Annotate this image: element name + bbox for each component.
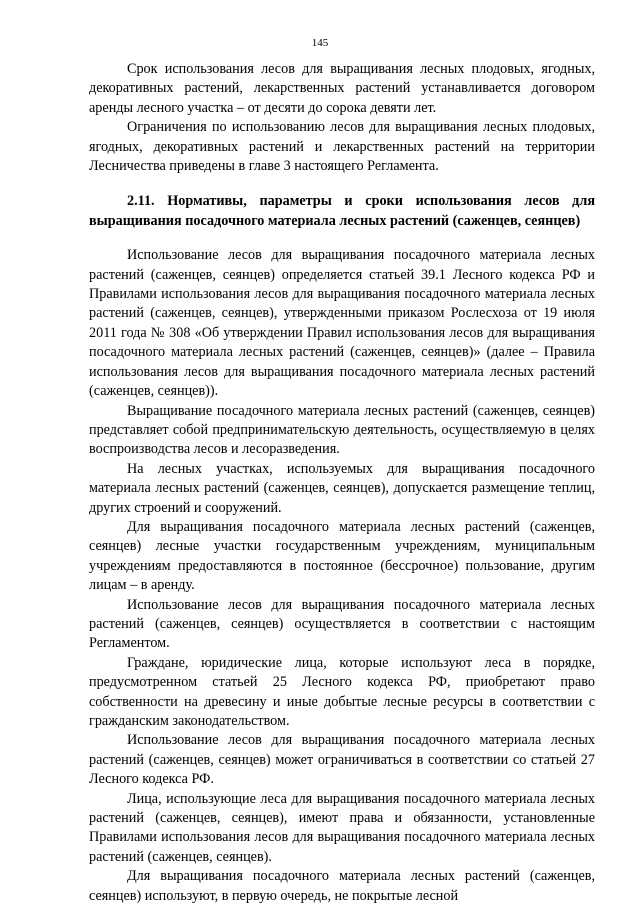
- section-heading: 2.11. Нормативы, параметры и сроки использования лесов для выращивания посадочного материала лесных растений (саженцев, сеянцев): [89, 193, 595, 229]
- paragraph-greenhouses: На лесных участках, используемых для выращивания посадочного материала лесных растений (саженцев, сеянцев), допускается размещение теплиц, других строений и сооружений.: [89, 460, 595, 516]
- paragraph-entrepreneurship: Выращивание посадочного материала лесных растений (саженцев, сеянцев) представляет собой предпринимательскую деятельность, осуществляемую в целях воспроизводства лесов и лесоразведения.: [89, 402, 595, 458]
- paragraph-term-of-use: Срок использования лесов для выращивания лесных плодовых, ягодных, декоративных растений, лекарственных растений устанавливается договором аренды лесного участка – от десяти до сорока девяти лет.: [89, 61, 595, 116]
- paragraph-rights: Лица, использующие леса для выращивания посадочного материала лесных растений (саженцев, сеянцев), имеют права и обязанности, установленные Правилами использования лесов для выращивания посадочного материала лесных растений (саженцев, сеянцев).: [89, 790, 595, 865]
- page-number: 145: [311, 37, 329, 49]
- paragraph-ownership: Граждане, юридические лица, которые используют леса в порядке, предусмотренном статьей 25 Лесного кодекса РФ, приобретают право собственности на древесину и иные добытые лесные ресурсы в соответствии с гражданским законодательством.: [89, 654, 595, 729]
- paragraph-restrictions: Ограничения по использованию лесов для выращивания лесных плодовых, ягодных, декоративных растений и лекарственных растений на территории Лесничества приведены в главе 3 настоящего Регламента.: [89, 119, 595, 175]
- paragraph-land-use: Для выращивания посадочного материала лесных растений (саженцев, сеянцев) используют, в первую очередь, не покрытые лесной: [89, 868, 595, 904]
- paragraph-regulation: Использование лесов для выращивания посадочного материала лесных растений (саженцев, сеянцев) осуществляется в соответствии с настоящим Регламентом.: [89, 596, 595, 652]
- page-content: [89, 60, 595, 906]
- paragraph-legal-basis: Использование лесов для выращивания посадочного материала лесных растений (саженцев, сеянцев) определяется статьей 39.1 Лесного кодекса РФ и Правилами использования лесов для выращивания посадочного материала лесных растений (саженцев, сеянцев), утвержденными приказом Рослесхоза от 19 июля 2011 года № 308 «Об утверждении Правил использования лесов для выращивания посадочного материала лесных растений (саженцев, сеянцев)» (далее – Правила использования лесов для выращивания посадочного материала лесных растений (саженцев, сеянцев)).: [89, 247, 595, 400]
- paragraph-provision: Для выращивания посадочного материала лесных растений (саженцев, сеянцев) лесные участки государственным учреждениям, муниципальным учреждениям предоставляются в постоянное (бессрочное) пользование, другим лицам – в аренду.: [89, 518, 595, 594]
- paragraph-limitation: Использование лесов для выращивания посадочного материала лесных растений (саженцев, сеянцев) может ограничиваться в соответствии со статьей 27 Лесного кодекса РФ.: [89, 732, 595, 788]
